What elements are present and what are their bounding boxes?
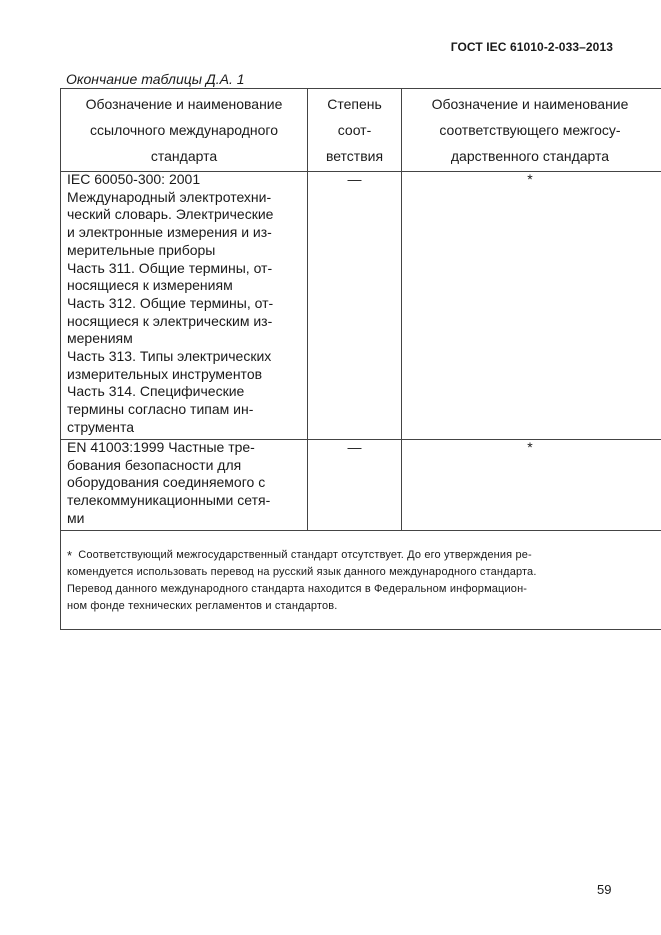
degree-value: — [347,171,362,187]
table-row-reference: IEC 60050-300: 2001 Международный электротехни- ческий словарь. Электрические и электронные измерения и из- мерительные приборы Часть 311. Общие термины, от- носящиеся к измерениям Часть 312. Общие термины, от- носящиеся к электрическим из- мерениям Часть 313. Типы электрических измерительных инструментов Часть 314. Специфические термины согласно типам ин- струмента [67,171,274,435]
footnote-marker: * [67,548,73,563]
degree-value: — [347,439,362,455]
row-divider [61,530,661,531]
column-header-interstate: Обозначение и наименование соответствующего межгосу- дарственного стандарта [431,96,629,164]
table-row-reference: EN 41003:1999 Частные тре- бования безопасности для оборудования соединяемого с телекоммуникационными сетя- ми [67,439,271,526]
table-caption: Окончание таблицы Д.А. 1 [66,71,245,87]
column-header-degree: Степень соот- ветствия [325,96,384,164]
footnote: * Соответствующий межгосударственный стандарт отсутствует. До его утверждения ре- комендуется использовать перевод на русский язык данного международного стандарта. Перевод данного международного стандарта находится в Федеральном информацион- ном фонде технических регламентов и стандартов. [67,548,537,612]
interstate-value: * [527,171,533,187]
reference-table [60,88,661,630]
document-code: ГОСТ IEC 61010-2-033–2013 [450,40,613,54]
page-number: 59 [597,882,612,897]
interstate-value: * [527,439,533,455]
column-header-reference: Обозначение и наименование ссылочного международного стандарта [85,96,283,164]
